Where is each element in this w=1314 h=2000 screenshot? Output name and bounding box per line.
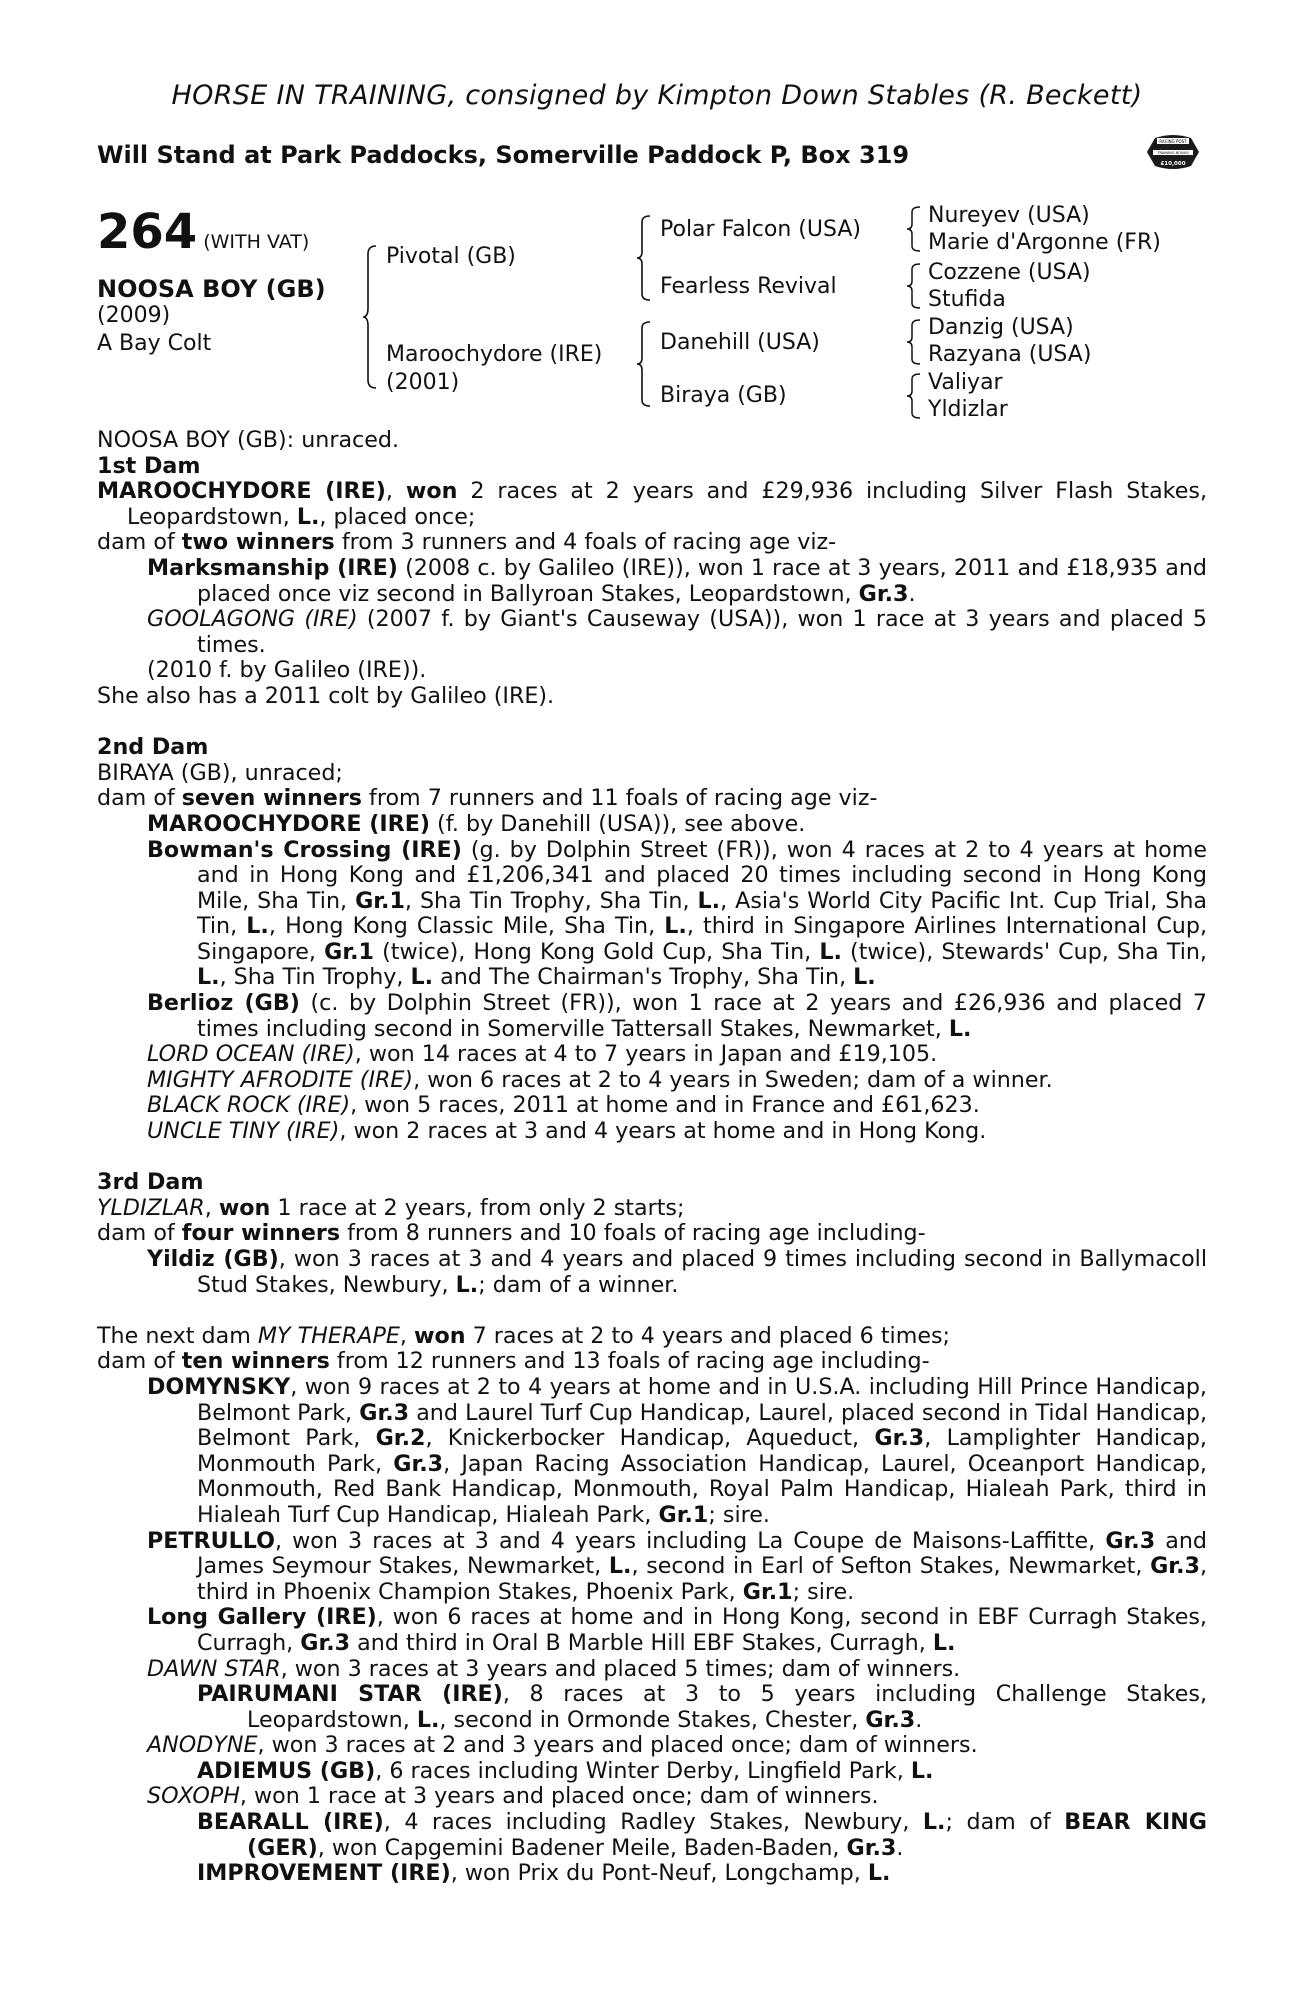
produce-bowmans-crossing: Bowman's Crossing (IRE) (g. by Dolphin Street (FR)), won 4 races at 2 to 4 years at home and in Hong Kong and £1,206,341 and placed 20 times including second in Hong Kong Mile, Sha Tin, Gr.1, Sha Tin Trophy, Sha Tin, L., Asia's World City Pacific Int. Cup Trial, Sha Tin, L., Hong Kong Classic Mile, Sha Tin, L., third in Singapore Airlines International Cup, Singapore, Gr.1 (twice), Hong Kong Gold Cup, Sha Tin, L. (twice), Stewards' Cup, Sha Tin, L., Sha Tin Trophy, L. and The Chairman's Trophy, Sha Tin, L. <box>147 836 1208 991</box>
pedigree-g2: Marie d'Argonne (FR) <box>928 230 1161 255</box>
svg-text:£10,000: £10,000 <box>1160 161 1186 167</box>
second-dam-produce: dam of seven winners from 7 runners and 11 foals of racing age viz- <box>97 785 878 812</box>
produce-improvement: IMPROVEMENT (IRE), won Prix du Pont-Neuf, Longchamp, L. <box>197 1860 891 1887</box>
third-dam-heading: 3rd Dam <box>97 1169 204 1196</box>
third-dam-record: YLDIZLAR, won 1 race at 2 years, from only 2 starts; <box>97 1194 685 1221</box>
unraced-note: NOOSA BOY (GB): unraced. <box>97 427 400 453</box>
pedigree-brace-g4 <box>906 372 922 420</box>
pedigree-g8: Yldizlar <box>928 397 1008 422</box>
next-dam-record: The next dam MY THERAPE, won 7 races at 2 to 4 years and placed 6 times; <box>97 1322 951 1349</box>
vat-note: (WITH VAT) <box>203 231 310 253</box>
pedigree-g1: Nureyev (USA) <box>928 203 1090 228</box>
stand-location: Will Stand at Park Paddocks, Somerville Paddock P, Box 319 <box>97 141 910 169</box>
catalogue-body <box>97 428 1207 1887</box>
pedigree-dam-sire: Danehill (USA) <box>660 330 820 355</box>
lot-heading <box>97 204 309 260</box>
horse-year: (2009) <box>97 303 171 328</box>
lot-number: 264 <box>97 204 198 260</box>
horse-name: NOOSA BOY (GB) <box>97 275 326 303</box>
pedigree-g7: Valiyar <box>928 370 1003 395</box>
first-dam-record: MAROOCHYDORE (IRE), won 2 races at 2 years and £29,936 including Silver Flash Stakes, Leopardstown, L., placed once; <box>97 478 1208 530</box>
produce-mighty-afrodite: MIGHTY AFRODITE (IRE), won 6 races at 2 to 4 years in Sweden; dam of a winner. <box>147 1066 1053 1093</box>
next-dam-produce: dam of ten winners from 12 runners and 13 foals of racing age including- <box>97 1348 930 1375</box>
produce-pairumani-star: PAIRUMANI STAR (IRE), 8 races at 3 to 5 years including Challenge Stakes, Leopardstown, L., second in Ormonde Stakes, Chester, Gr.3. <box>197 1681 1207 1733</box>
pedigree-brace-main <box>362 244 378 390</box>
pedigree-dam-dam: Biraya (GB) <box>660 383 787 408</box>
produce-domynsky: DOMYNSKY, won 9 races at 2 to 4 years at home and in U.S.A. including Hill Prince Handicap, Belmont Park, Gr.3 and Laurel Turf Cup Handicap, Laurel, placed second in Tidal Handicap, Belmont Park, Gr.2, Knickerbocker Handicap, Aqueduct, Gr.3, Lamplighter Handicap, Monmouth Park, Gr.3, Japan Racing Association Handicap, Laurel, Oceanport Handicap, Monmouth, Red Bank Handicap, Monmouth, Royal Palm Handicap, Hialeah Park, third in Hialeah Turf Cup Handicap, Hialeah Park, Gr.1; sire. <box>147 1373 1207 1528</box>
produce-lord-ocean: LORD OCEAN (IRE), won 14 races at 4 to 7 years in Japan and £19,105. <box>147 1041 938 1068</box>
pedigree-brace-g2 <box>906 262 922 310</box>
pedigree-brace-dam <box>636 320 652 408</box>
produce-yildiz: Yildiz (GB), won 3 races at 3 and 4 years and placed 9 times including second in Ballymacoll Stud Stakes, Newbury, L.; dam of a winner. <box>147 1246 1207 1298</box>
pedigree-g3: Cozzene (USA) <box>928 260 1091 285</box>
pedigree-sire-sire: Polar Falcon (USA) <box>660 217 861 242</box>
produce-marksmanship: Marksmanship (IRE) (2008 c. by Galileo (IRE)), won 1 race at 3 years, 2011 and £18,935 and placed once viz second in Ballyroan Stakes, Leopardstown, Gr.3. <box>147 554 1207 607</box>
pedigree-sire-dam: Fearless Revival <box>660 274 837 299</box>
pedigree-g6: Razyana (USA) <box>928 342 1092 367</box>
produce-petrullo: PETRULLO, won 3 races at 3 and 4 years including La Coupe de Maisons-Laffitte, Gr.3 and James Seymour Stakes, Newmarket, L., second in Earl of Sefton Stakes, Newmarket, Gr.3, third in Phoenix Champion Stakes, Phoenix Park, Gr.1; sire. <box>147 1527 1207 1605</box>
produce-anodyne: ANODYNE, won 3 races at 2 and 3 years and placed once; dam of winners. <box>147 1732 978 1759</box>
pedigree-g5: Danzig (USA) <box>928 315 1074 340</box>
pedigree-brace-g3 <box>906 318 922 366</box>
produce-maroochydore: MAROOCHYDORE (IRE) (f. by Danehill (USA)), see above. <box>147 810 806 837</box>
produce-bearall: BEARALL (IRE), 4 races including Radley Stakes, Newbury, L.; dam of BEAR KING (GER), won Capgemini Badener Meile, Baden-Baden, Gr.3. <box>197 1809 1207 1861</box>
produce-black-rock: BLACK ROCK (IRE), won 5 races, 2011 at home and in France and £61,623. <box>147 1092 980 1119</box>
produce-dawn-star: DAWN STAR, won 3 races at 3 years and placed 5 times; dam of winners. <box>147 1655 961 1682</box>
produce-goolagong: GOOLAGONG (IRE) (2007 f. by Giant's Causeway (USA)), won 1 race at 3 years and placed 5 times. <box>147 606 1208 658</box>
pedigree-g4: Stufida <box>928 287 1006 312</box>
pedigree-brace-g1 <box>906 205 922 253</box>
training-bonus-badge-icon <box>1143 130 1203 174</box>
produce-berlioz: Berlioz (GB) (c. by Dolphin Street (FR)), won 1 race at 2 years and £26,936 and placed 7 times including second in Somerville Tattersall Stakes, Newmarket, L. <box>147 990 1207 1042</box>
pedigree-brace-sire <box>636 214 652 302</box>
page-title: HORSE IN TRAINING, consigned by Kimpton Down Stables (R. Beckett) <box>171 80 1143 111</box>
third-dam-produce: dam of four winners from 8 runners and 10 foals of racing age including- <box>97 1220 926 1247</box>
second-dam-heading: 2nd Dam <box>97 734 209 761</box>
produce-2010-filly: (2010 f. by Galileo (IRE)). <box>147 657 427 684</box>
also-has-note: She also has a 2011 colt by Galileo (IRE). <box>97 682 555 709</box>
produce-uncle-tiny: UNCLE TINY (IRE), won 2 races at 3 and 4 years at home and in Hong Kong. <box>147 1118 987 1145</box>
first-dam-heading: 1st Dam <box>97 452 201 479</box>
pedigree-dam-year: (2001) <box>386 370 460 395</box>
second-dam-name: BIRAYA (GB), unraced; <box>97 759 343 786</box>
produce-soxoph: SOXOPH, won 1 race at 3 years and placed once; dam of winners. <box>147 1783 879 1810</box>
svg-text:TRAINING BONUS: TRAINING BONUS <box>1157 151 1189 155</box>
produce-adiemus: ADIEMUS (GB), 6 races including Winter Derby, Lingfield Park, L. <box>197 1757 934 1784</box>
produce-long-gallery: Long Gallery (IRE), won 6 races at home and in Hong Kong, second in EBF Curragh Stakes, Curragh, Gr.3 and third in Oral B Marble Hill EBF Stakes, Curragh, L. <box>147 1604 1207 1656</box>
first-dam-produce: dam of two winners from 3 runners and 4 foals of racing age viz- <box>97 529 837 556</box>
svg-text:RACING POST: RACING POST <box>1159 139 1187 144</box>
pedigree-sire: Pivotal (GB) <box>386 244 516 269</box>
pedigree-dam: Maroochydore (IRE) <box>386 342 603 367</box>
horse-description: A Bay Colt <box>97 331 212 356</box>
